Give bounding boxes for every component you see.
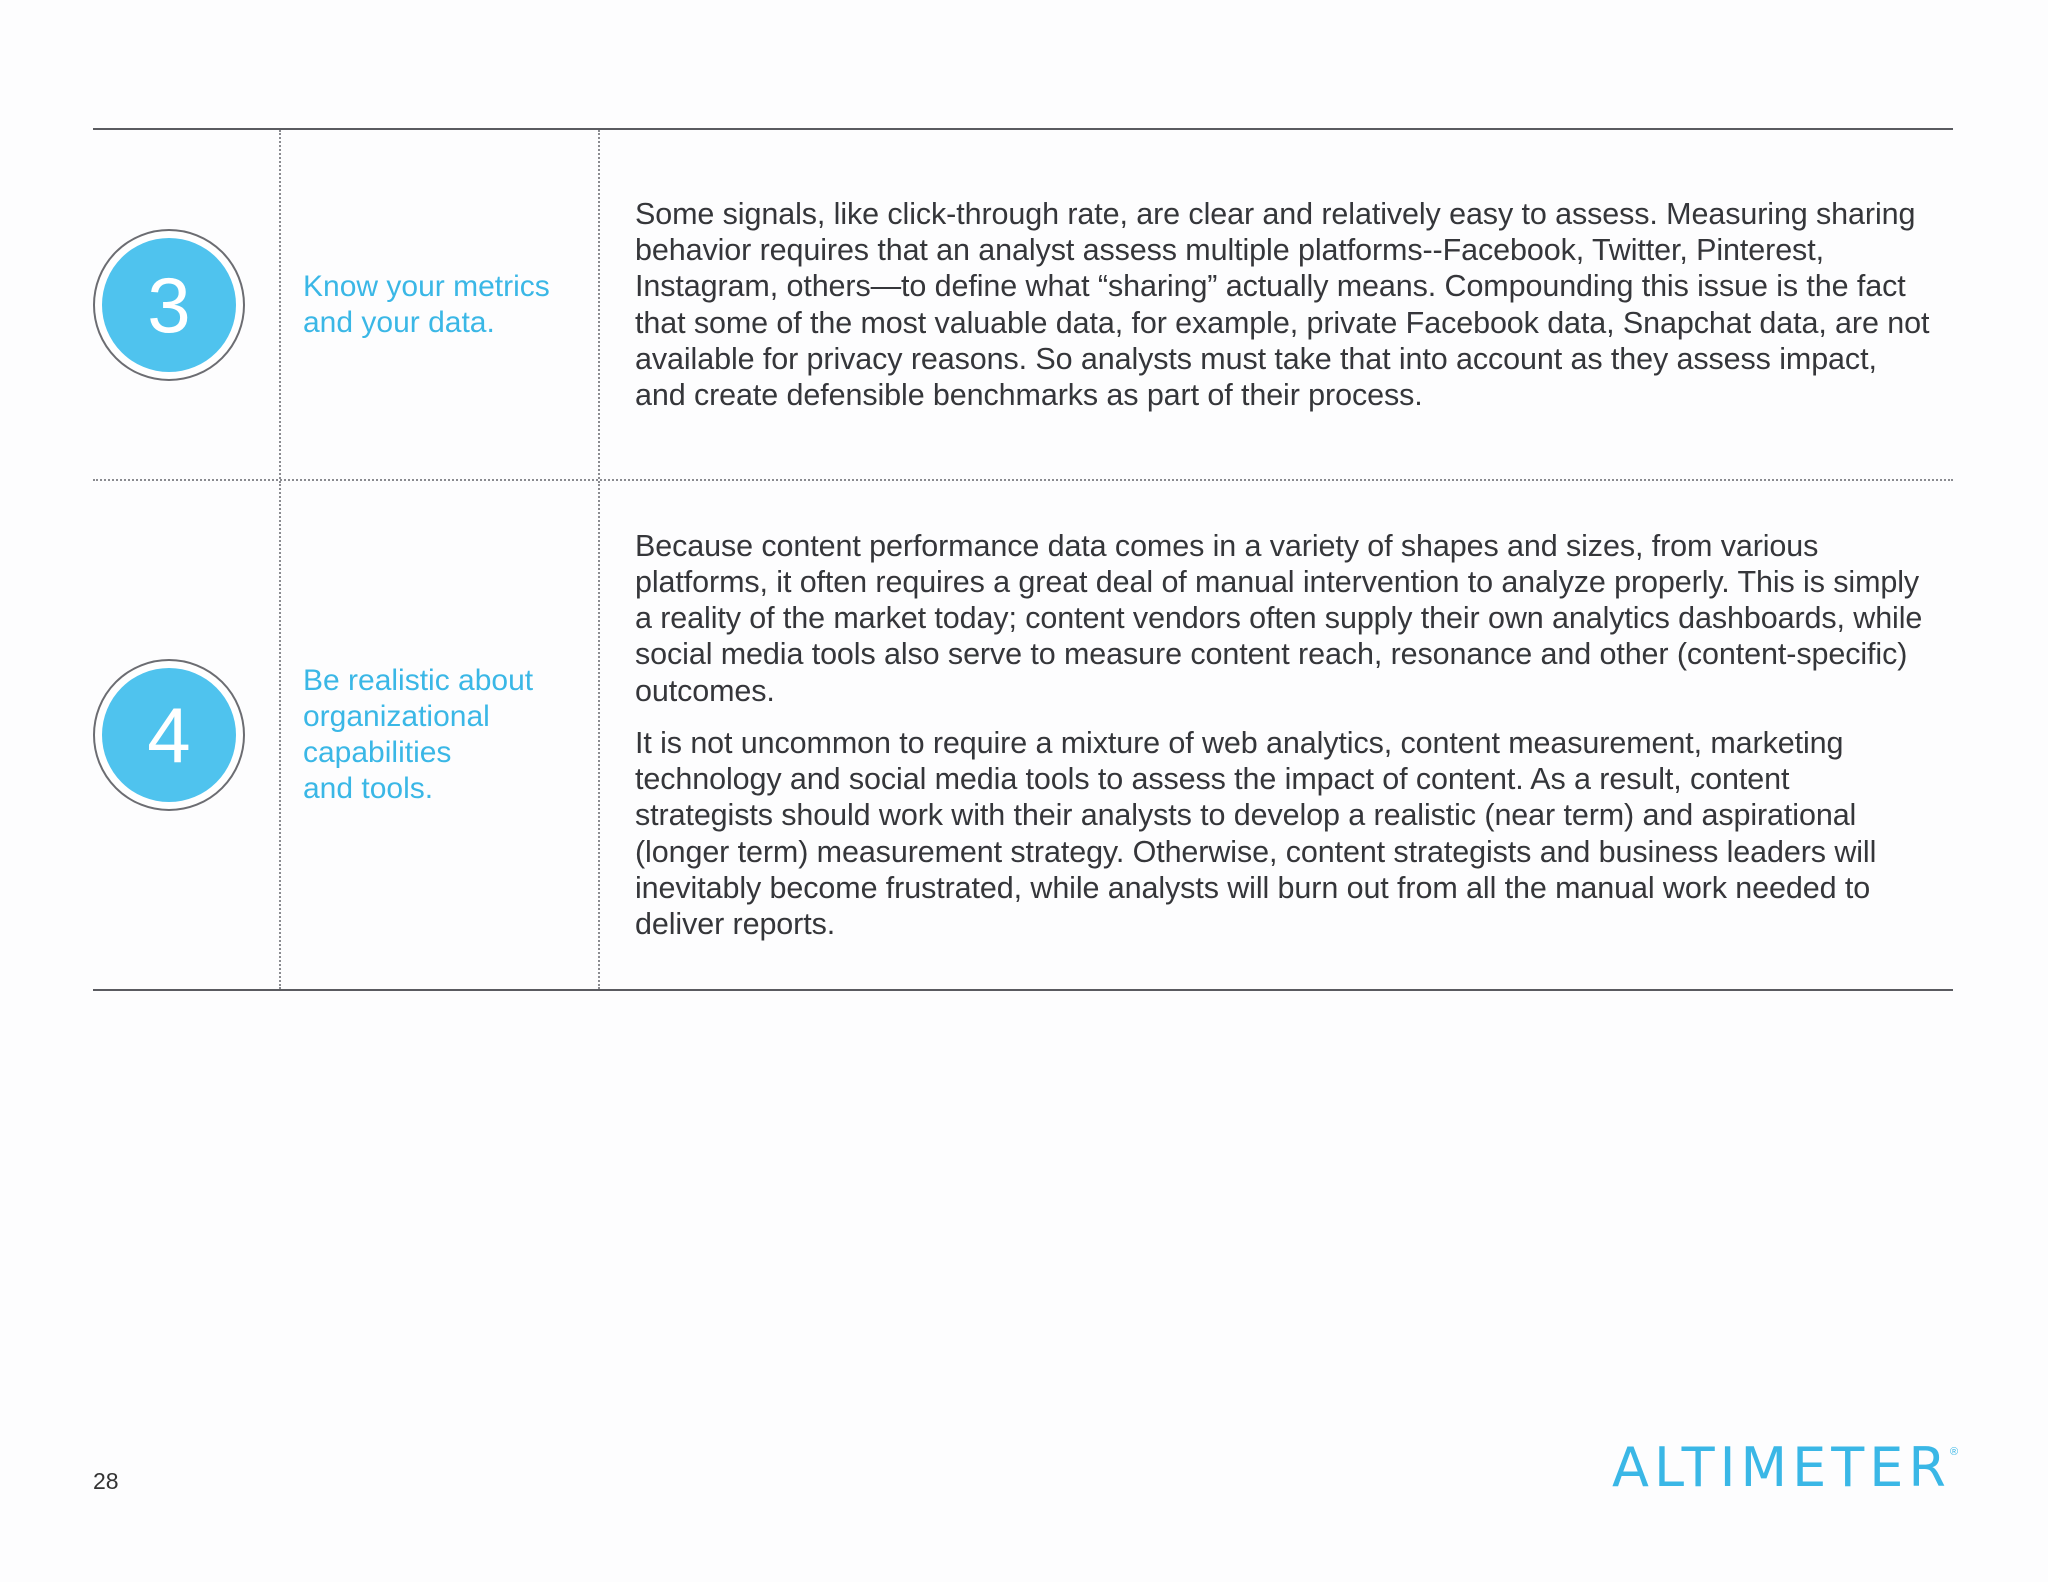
row-heading: Know your metrics and your data. xyxy=(303,269,550,339)
body-cell xyxy=(600,130,1953,479)
number-badge xyxy=(93,659,245,811)
body-paragraph: Some signals, like click-through rate, are clear and relatively easy to assess. Measuring sharing behavior requires that an analyst assess multiple platforms--Facebook, Twitter, Pinterest, Instagram, others—to define what “sharing” actually means. Compounding this issue is the fact that some of the most valuable data, for example, private Facebook data, Snapchat data, are not available for privacy reasons. So analysts must take that into account as they assess impact, and create defensible benchmarks as part of their process. xyxy=(635,196,1930,412)
heading-cell xyxy=(281,481,600,989)
heading-cell xyxy=(281,130,600,479)
badge-number: 3 xyxy=(102,238,236,372)
logo-wordmark: ALTIMETER xyxy=(1612,1436,1951,1499)
body-paragraph: Because content performance data comes in a variety of shapes and sizes, from various platforms, it often requires a great deal of manual intervention to analyze properly. This is simply a reality of the market today; content vendors often supply their own analytics dashboards, while social media tools also serve to measure content reach, resonance and other (content-specific) outcomes. xyxy=(635,528,1923,708)
altimeter-logo xyxy=(1612,1438,1962,1498)
page-number: 28 xyxy=(93,1468,119,1494)
body-paragraph: It is not uncommon to require a mixture of web analytics, content measurement, marketing technology and social media tools to assess the impact of content. As a result, content strategists should work with their analysts to develop a realistic (near term) and aspirational (longer term) measurement strategy. Otherwise, content strategists and business leaders will inevitably become frustrated, while analysts will burn out from all the manual work needed to deliver reports. xyxy=(635,725,1877,941)
number-cell xyxy=(93,130,281,479)
number-cell xyxy=(93,481,281,989)
recommendations-table xyxy=(93,128,1953,991)
table-row xyxy=(93,130,1953,479)
badge-number: 4 xyxy=(102,668,236,802)
row-heading: Be realistic about organizational capabilities and tools. xyxy=(303,664,534,805)
number-badge xyxy=(93,229,245,381)
table-row xyxy=(93,479,1953,989)
body-cell xyxy=(600,481,1953,989)
registered-mark: ® xyxy=(1950,1446,1959,1458)
